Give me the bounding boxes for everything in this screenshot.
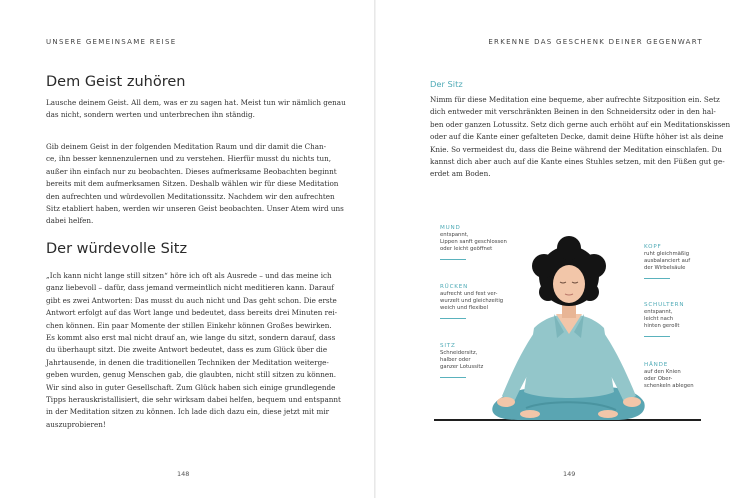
text-line: außer ihn einfach nur zu beobachten. Dieses aufmerksame Beobachten beginnt bbox=[46, 166, 337, 176]
text-line: erdet am Boden. bbox=[430, 169, 491, 179]
annotation-schultern bbox=[644, 302, 684, 337]
annotation-title: SITZ bbox=[440, 343, 456, 349]
annotation-line: Schneidersitz, bbox=[440, 350, 478, 356]
text-line: Lausche deinem Geist. All dem, was er zu sagen hat. Meist tun wir nämlich genau bbox=[46, 98, 346, 107]
annotation-line: aufrecht und fest ver- bbox=[440, 291, 498, 297]
text-line: Wir sind also in guter Gesellschaft. Zum Glück haben sich einige grundlegende bbox=[46, 382, 336, 392]
text-line: in der Meditation sitzen zu können. Ich lade dich dazu ein, diese jetzt mit mir bbox=[46, 407, 330, 417]
annotation-ruecken bbox=[440, 284, 503, 319]
paragraph-observe bbox=[46, 141, 344, 228]
annotation-line: ausbalanciert auf bbox=[644, 258, 691, 265]
annotation-line: entspannt, bbox=[440, 232, 469, 238]
annotation-underline bbox=[644, 278, 670, 279]
text-line: bereits mit dem aufmerksamen Sitzen. Deshalb wählen wir für diese Meditation bbox=[46, 179, 339, 189]
paragraph-intro bbox=[46, 97, 346, 122]
right-hand bbox=[623, 397, 641, 407]
subheading-der-sitz: Der Sitz bbox=[430, 79, 463, 89]
text-line: chen können. Ein paar Momente der stillen Einkehr können Großes bewirken. bbox=[46, 320, 332, 330]
annotation-underline bbox=[644, 336, 670, 337]
text-line: dabei helfen. bbox=[46, 216, 94, 226]
heading-dem-geist-zuhoeren: Dem Geist zuhören bbox=[46, 74, 186, 90]
left-page bbox=[0, 0, 374, 498]
text-line: ganz liebevoll – dafür, dass jemand vermeintlich nicht meditieren kann. Darauf bbox=[46, 283, 334, 293]
page-number-left: 148 bbox=[177, 470, 190, 478]
text-line: „Ich kann nicht lange still sitzen“ höre ich oft als Ausrede – und das meine ich bbox=[46, 271, 332, 280]
hair-curl bbox=[557, 236, 581, 260]
annotation-title: MUND bbox=[440, 225, 461, 231]
right-page bbox=[376, 0, 750, 498]
annotation-line: Lippen sanft geschlossen bbox=[440, 239, 507, 246]
hair-curl bbox=[582, 254, 606, 278]
annotation-line: ganzer Lotussitz bbox=[440, 364, 484, 371]
annotation-sitz bbox=[440, 343, 483, 378]
text-line: das nicht, sondern werten und unterbrechen ihn ständig. bbox=[46, 110, 255, 120]
annotation-underline bbox=[440, 318, 466, 319]
running-head-left: UNSERE GEMEINSAME REISE bbox=[46, 38, 177, 46]
annotation-title: RÜCKEN bbox=[440, 284, 469, 290]
annotation-line: oder Ober- bbox=[644, 376, 673, 383]
annotation-line: wurzelt und gleichzeitig bbox=[440, 298, 504, 305]
text-line: Knie. So vermeidest du, dass die Beine während der Meditation einschlafen. Du bbox=[430, 144, 722, 154]
face bbox=[553, 265, 585, 303]
text-line: auszuprobieren! bbox=[46, 419, 106, 429]
annotation-line: schenkeln ablegen bbox=[644, 383, 694, 390]
heading-der-wuerdevolle-sitz: Der würdevolle Sitz bbox=[46, 241, 188, 257]
annotation-mund bbox=[440, 225, 507, 260]
text-line: kannst dich aber auch auf die Kante eines Stuhles setzen, mit den Füßen gut ge- bbox=[430, 157, 725, 167]
text-line: Gib deinem Geist in der folgenden Meditation Raum und dir damit die Chan- bbox=[46, 142, 327, 151]
annotation-line: auf den Knien bbox=[644, 369, 681, 375]
annotation-haende bbox=[644, 362, 694, 391]
text-line: ce, ihn besser kennenzulernen und zu verstehen. Hierfür musst du nichts tun, bbox=[46, 154, 332, 164]
hair-curl bbox=[532, 254, 556, 278]
annotation-line: der Wirbelsäule bbox=[644, 265, 686, 272]
text-line: Jahrtausende, in denen die traditionellen Techniken der Meditation weiterge- bbox=[46, 357, 329, 367]
text-line: dich entweder mit verschränkten Beinen in den Schneidersitz oder in den hal- bbox=[430, 107, 716, 117]
text-line: Antwort erfolgt auf das Wort lange und bedeutet, dass bereits drei Minuten rei- bbox=[46, 308, 338, 318]
text-line: ben oder ganzen Lotussitz. Setz dich gerne auch erhöht auf ein Meditationskissen bbox=[430, 119, 731, 129]
text-line: gibt es zwei Antworten: Das musst du auch nicht und Das geht schon. Die erste bbox=[46, 295, 337, 305]
text-line: Nimm für diese Meditation eine bequeme, aber aufrechte Sitzposition ein. Setz bbox=[430, 95, 720, 104]
text-line: Es kommt also erst mal nicht drauf an, wie lange du sitzt, sondern darauf, dass bbox=[46, 333, 336, 343]
page-number-right: 149 bbox=[563, 470, 576, 478]
annotation-title: KOPF bbox=[644, 244, 662, 250]
annotation-line: leicht nach bbox=[644, 316, 674, 323]
annotation-line: halber oder bbox=[440, 357, 471, 364]
annotation-kopf bbox=[644, 244, 690, 279]
left-foot bbox=[520, 410, 540, 418]
meditation-figure-svg bbox=[376, 0, 750, 498]
paragraph-sitting bbox=[46, 270, 341, 431]
annotation-line: oder leicht geöffnet bbox=[440, 246, 493, 253]
annotation-line: entspannt, bbox=[644, 309, 673, 315]
text-line: den aufrechten und würdevollen Meditationssitz. Nachdem wir den aufrechten bbox=[46, 191, 335, 201]
annotation-line: ruht gleichmäßig bbox=[644, 251, 690, 257]
meditation-pose-illustration bbox=[376, 0, 750, 498]
annotation-underline bbox=[440, 377, 466, 378]
right-foot bbox=[598, 410, 618, 418]
annotation-line: hinten gerollt bbox=[644, 323, 680, 330]
running-head-right: ERKENNE DAS GESCHENK DEINER GEGENWART bbox=[488, 38, 703, 46]
annotation-title: SCHULTERN bbox=[644, 302, 685, 308]
text-line: oder auf die Kante einer gefalteten Decke, damit deine Hüfte höher ist als deine bbox=[430, 132, 724, 142]
text-line: Sitz etabliert haben, werden wir unseren Geist beobachten. Unser Atem wird uns bbox=[46, 204, 344, 214]
left-hand bbox=[497, 397, 515, 407]
annotation-title: HÄNDE bbox=[644, 362, 669, 368]
text-line: Tipps herauskristallisiert, die sehr wirksam dabei helfen, bequem und entspannt bbox=[46, 395, 341, 405]
annotation-line: weich und flexibel bbox=[440, 305, 488, 312]
text-line: du überhaupt sitzt. Die zweite Antwort bedeutet, dass es zum Glück über die bbox=[46, 345, 328, 355]
text-line: geben wurden, genug Menschen gab, die glaubten, nicht still sitzen zu können. bbox=[46, 370, 337, 380]
annotation-underline bbox=[440, 259, 466, 260]
